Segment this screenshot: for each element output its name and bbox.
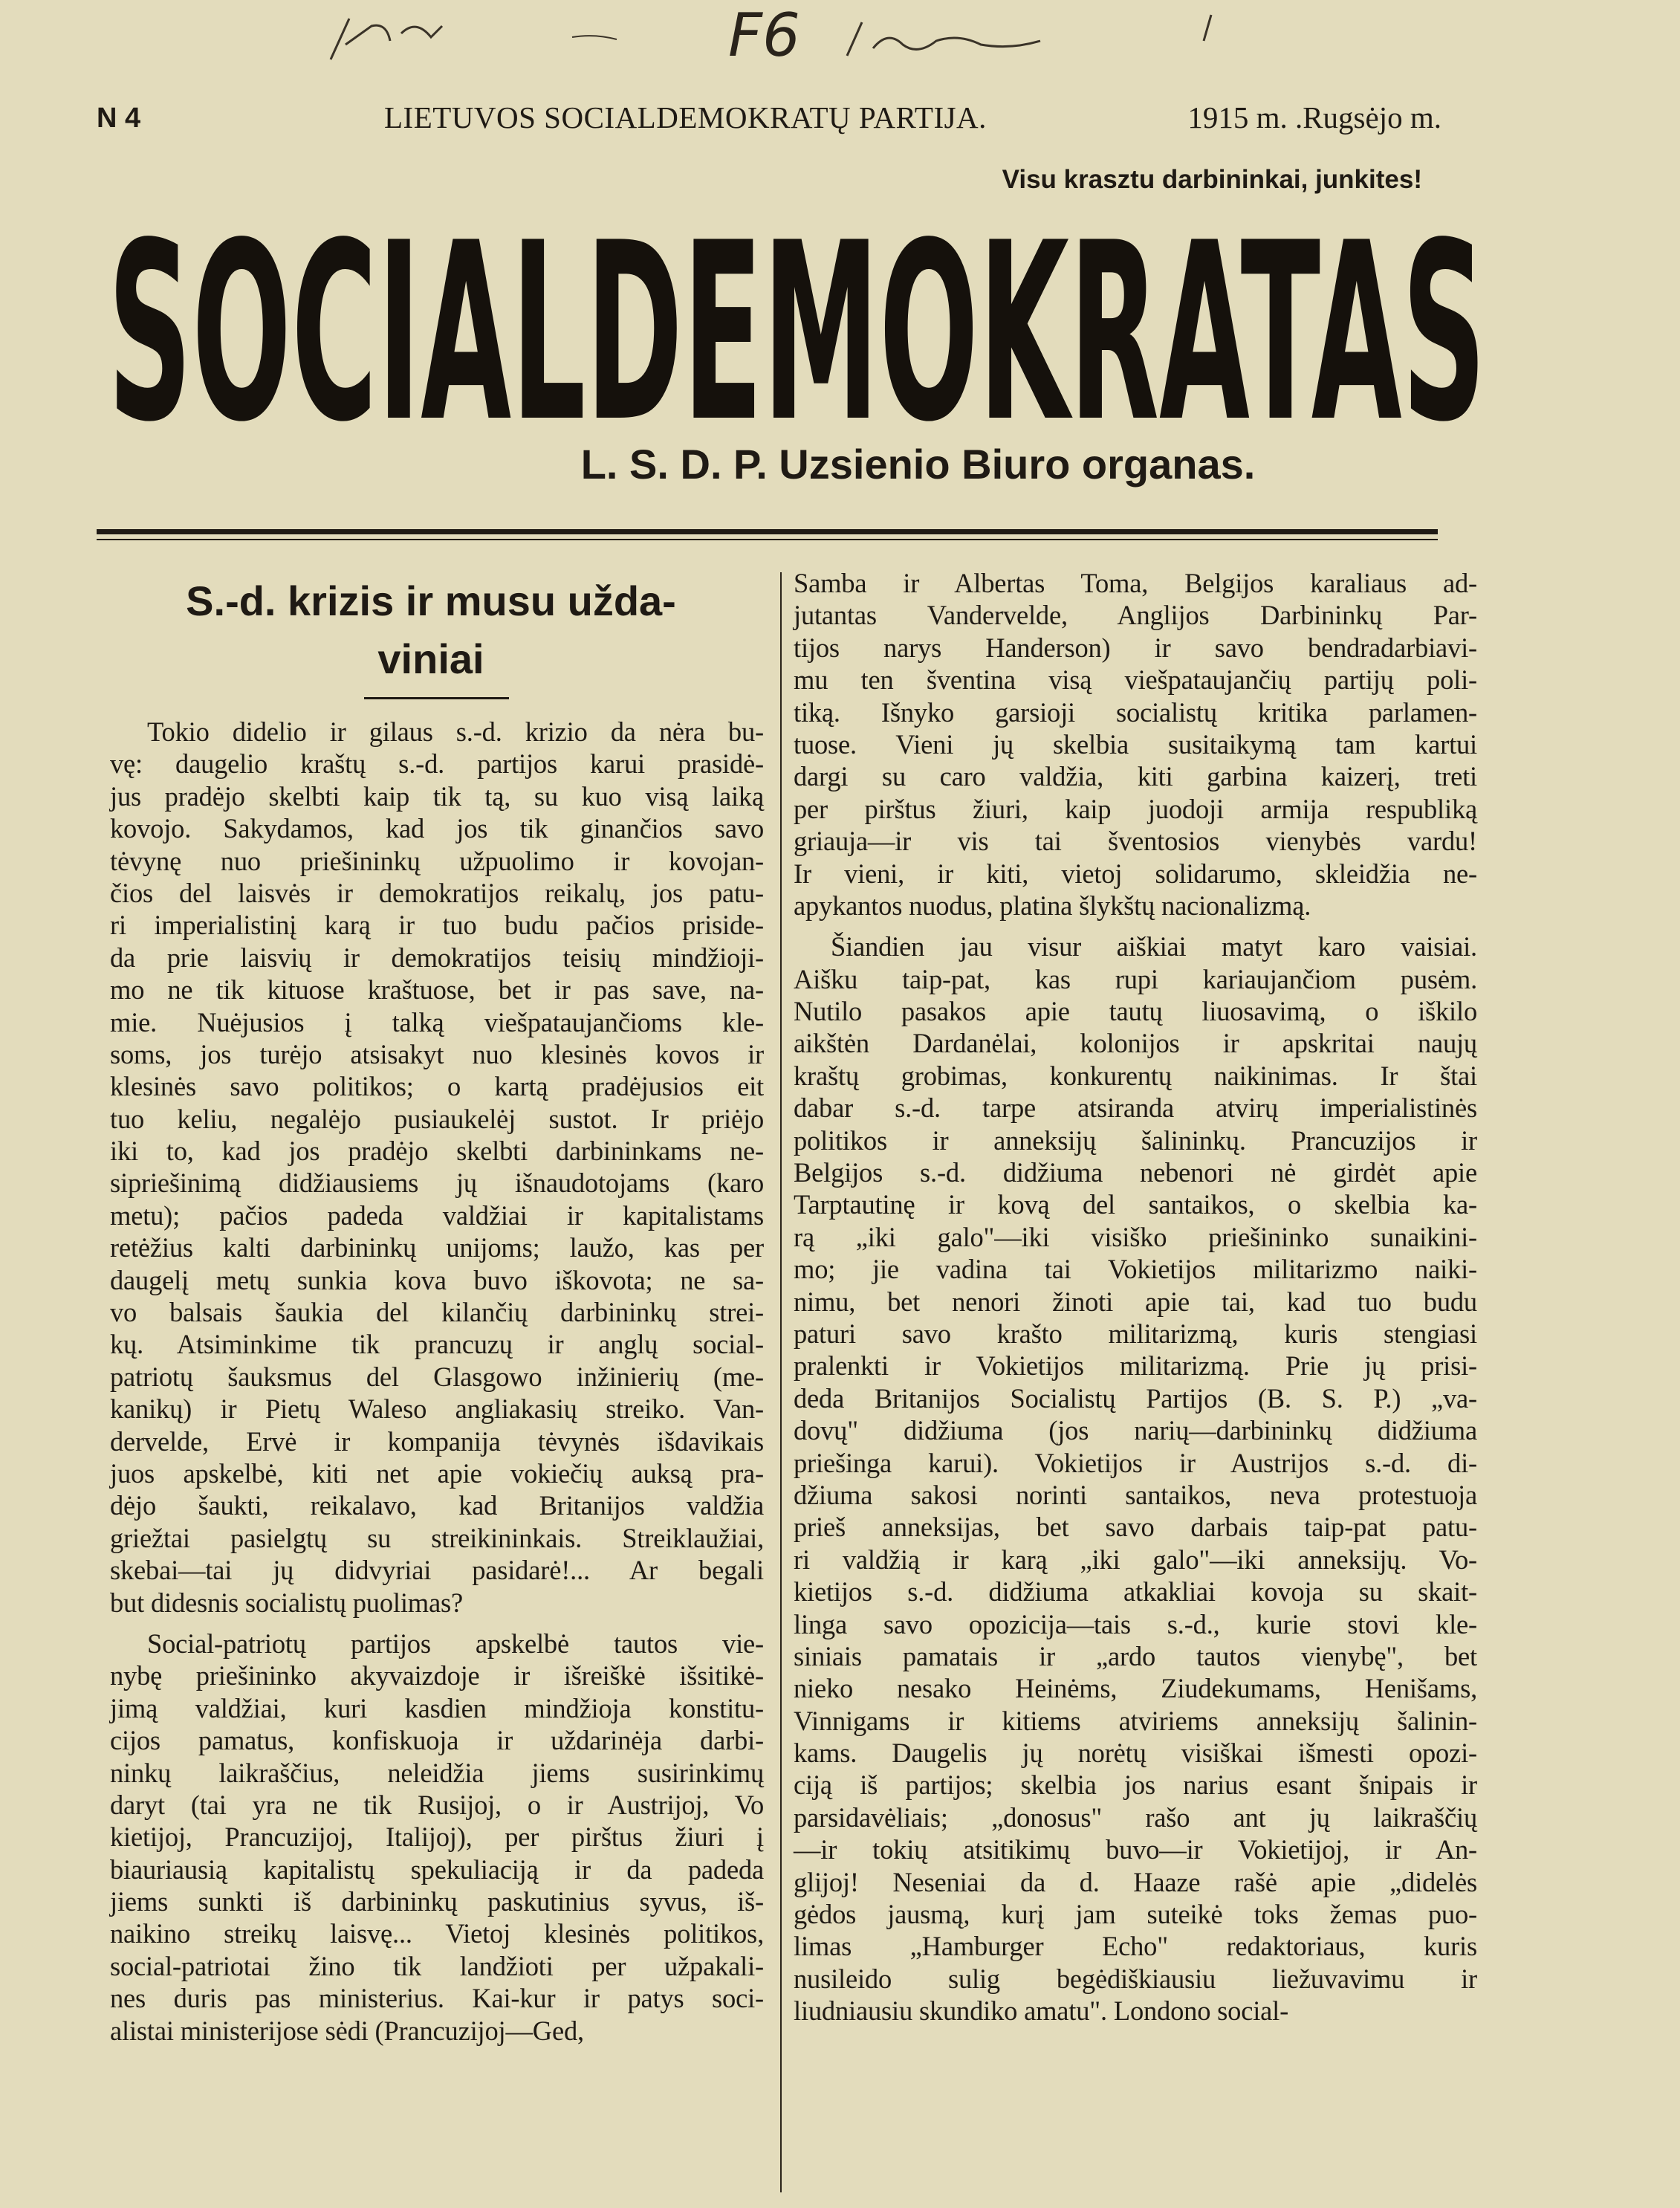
issue-number: N 4 bbox=[97, 103, 141, 134]
text-line: Ir vieni, ir kiti, vietoj solidarumo, skleidžia ne- bbox=[794, 858, 1477, 889]
text-line: Aišku taip-pat, kas rupi kariaujančiom pusėm. bbox=[794, 963, 1477, 994]
text-line: paturi savo krašto militarizmą, kuris stengiasi bbox=[794, 1318, 1477, 1349]
header-rule-thin bbox=[97, 539, 1438, 540]
text-line: gėdos jausmą, kurį jam suteikė toks žemas puo- bbox=[794, 1899, 1477, 1930]
text-line: dovų" didžiuma (jos narių—darbininkų didžiuma bbox=[794, 1415, 1477, 1446]
text-line: deda Britanijos Socialistų Partijos (B. S. P.) „va- bbox=[794, 1382, 1477, 1414]
text-line: glijoj! Neseniai da d. Haaze rašė apie „didelės bbox=[794, 1866, 1477, 1897]
text-line: biauriausią kapitalistų spekuliaciją ir da padeda bbox=[110, 1854, 764, 1885]
text-line: soms, jos turėjo atsisakyt nuo klesinės kovos ir bbox=[110, 1038, 764, 1069]
text-line: griežtai pasielgtų su streikininkais. Streiklaužiai, bbox=[110, 1522, 764, 1553]
text-line: ri valdžią ir karą „iki galo"—iki anneksijų. Vo- bbox=[794, 1544, 1477, 1575]
text-line: Samba ir Albertas Toma, Belgijos karaliaus ad- bbox=[794, 568, 1477, 598]
text-line: kietijoj, Prancuzijoj, Italijoj), per pirštus žiuri į bbox=[110, 1822, 764, 1853]
text-line: cijos pamatus, konfiskuoja ir uždarinėja darbi- bbox=[110, 1725, 764, 1756]
text-line: ri imperialistinį karą ir tuo budu pačios priside- bbox=[110, 910, 764, 941]
text-line: kovojo. Sakydamos, kad jos tik ginančios savo bbox=[110, 813, 764, 844]
text-line: siniais pamatais ir „ardo tautos vienybę", bet bbox=[794, 1640, 1477, 1671]
text-line: ninkų laikraščius, neleidžia jiems susirinkimų bbox=[110, 1757, 764, 1788]
text-line: čios del laisvės ir demokratijos reikalų, jos patu- bbox=[110, 877, 764, 908]
text-line: kraštų grobimas, konkurentų naikinimas. Ir štai bbox=[794, 1060, 1477, 1091]
text-line: nimu, bet nenori žinoti apie tai, kad tuo budu bbox=[794, 1286, 1477, 1317]
header-meta-row bbox=[97, 97, 1441, 141]
article-title bbox=[97, 572, 765, 688]
column-divider bbox=[780, 572, 782, 2192]
text-line: nieko nesako Heinėms, Ziudekumams, Henišams, bbox=[794, 1673, 1477, 1704]
text-line: sipriešinimą didžiausiems jų išnaudotojams (karo bbox=[110, 1168, 764, 1199]
issue-date: 1915 m. .Rugsėjo m. bbox=[1187, 100, 1441, 135]
text-line: but didesnis socialistų puolimas? bbox=[110, 1587, 463, 1618]
paragraph-gap bbox=[794, 922, 1477, 930]
text-line: metu); pačios padeda valdžiai ir kapitalistams bbox=[110, 1199, 764, 1231]
text-line: parsidavėliais; „donosus" rašo ant jų laikraščių bbox=[794, 1801, 1477, 1833]
text-line: jutantas Vandervelde, Anglijos Darbininkų Par- bbox=[794, 600, 1477, 631]
text-line: politikos ir anneksijų šalininkų. Prancuzijos ir bbox=[794, 1124, 1477, 1156]
text-line: dėjo šaukti, reikalavo, kad Britanijos valdžia bbox=[110, 1490, 764, 1521]
article-right-column bbox=[794, 567, 1477, 2027]
text-line: patriotų šauksmus del Glasgowo inžinierių (me- bbox=[110, 1361, 764, 1392]
paragraph-gap bbox=[110, 1619, 764, 1628]
text-line: juos apskelbė, kiti net apie vokiečių auksą pra- bbox=[110, 1457, 764, 1489]
text-line: dervelde, Ervė ir kompanija tėvynės išdavikais bbox=[110, 1425, 764, 1457]
text-line: ciją iš partijos; skelbia jos narius esant šnipais ir bbox=[794, 1770, 1477, 1801]
text-line: kanikų) ir Pietų Waleso angliakasių streiko. Van- bbox=[110, 1393, 764, 1425]
text-line: priešinga karui). Vokietijos ir Austrijos s.-d. di- bbox=[794, 1447, 1477, 1478]
text-line: tėvynę nuo priešininkų užpuolimo ir kovojan- bbox=[110, 845, 764, 876]
masthead-title: SOCIALDEMOKRATAS bbox=[108, 201, 1486, 431]
text-line: linga savo opozicija—tais s.-d., kurie stovi kle- bbox=[794, 1608, 1477, 1639]
text-line: daryt (tai yra ne tik Rusijoj, o ir Austrijoj, Vo bbox=[110, 1789, 764, 1820]
organ-line: L. S. D. P. Uzsienio Biuro organas. bbox=[580, 441, 1256, 488]
article-left-column bbox=[110, 716, 764, 2047]
text-line: nusileido sulig begėdiškiausiu liežuvavimu ir bbox=[794, 1963, 1477, 1994]
text-line: aikštėn Dardanėlai, kolonijos ir apskritai naujų bbox=[794, 1028, 1477, 1059]
text-line: da prie laisvių ir demokratijos teisių mindžioji- bbox=[110, 942, 764, 973]
text-line: kams. Daugelis jų norėtų visiškai išmesti opozi- bbox=[794, 1738, 1477, 1769]
text-line: Tarptautinę ir kovą del santaikos, o skelbia ka- bbox=[794, 1189, 1477, 1220]
text-line: rą „iki galo"—iki visiško priešininko sunaikini- bbox=[794, 1221, 1477, 1252]
text-line: naikino streikų laisvę... Vietoj klesinės politikos, bbox=[110, 1918, 764, 1949]
text-line: vę: daugelio kraštų s.-d. partijos karui prasidė- bbox=[110, 748, 764, 780]
text-line: kų. Atsiminkime tik prancuzų ir anglų social- bbox=[110, 1329, 764, 1360]
text-line: Social-patriotų partijos apskelbė tautos vie- bbox=[147, 1628, 764, 1659]
text-line: retėžius kalti darbininkų unijoms; laužo, kas per bbox=[110, 1232, 764, 1263]
text-line: social-patriotai žino tik landžioti per užpakali- bbox=[110, 1950, 764, 1981]
article-title-line-2: viniai bbox=[377, 635, 484, 682]
text-line: iki to, kad jos pradėjo skelbti darbininkams ne- bbox=[110, 1136, 764, 1167]
party-name: LIETUVOS SOCIALDEMOKRATŲ PARTIJA. bbox=[384, 100, 987, 135]
text-line: jus pradėjo skelbti kaip tik tą, su kuo visą laiką bbox=[110, 780, 764, 812]
text-line: prieš anneksijas, bet savo darbais taip-pat patu- bbox=[794, 1512, 1477, 1543]
text-line: mo ne tik kituose kraštuose, bet ir pas save, na- bbox=[110, 974, 764, 1006]
text-line: limas „Hamburger Echo" redaktoriaus, kuris bbox=[794, 1931, 1477, 1962]
text-line: dabar s.-d. tarpe atsiranda atvirų imperialistinės bbox=[794, 1092, 1477, 1124]
text-line: daugelį metų sunkia kova buvo iškovota; ne sa- bbox=[110, 1264, 764, 1295]
text-line: vo balsais šaukia del kilančių darbininkų strei- bbox=[110, 1297, 764, 1328]
text-line: pralenkti ir Vokietijos militarizmą. Prie jų prisi- bbox=[794, 1350, 1477, 1382]
text-line: tiką. Išnyko garsioji socialistų kritika parlamen- bbox=[794, 696, 1477, 728]
text-line: per pirštus žiuri, kaip juodoji armija respubliką bbox=[794, 793, 1477, 824]
header-rule-thick bbox=[97, 529, 1438, 534]
text-line: griauja—ir vis tai šventosios vienybės vardu! bbox=[794, 826, 1477, 857]
text-line: nes duris pas ministerius. Kai-kur ir patys soci- bbox=[110, 1983, 764, 2014]
text-line: Tokio didelio ir gilaus s.-d. krizio da nėra bu- bbox=[147, 716, 764, 747]
text-line: nybę priešininko akyvaizdoje ir išreiškė išsitikė- bbox=[110, 1660, 764, 1691]
text-line: tuose. Vieni jų skelbia susitaikymą tam kartui bbox=[794, 728, 1477, 760]
text-line: alistai ministerijose sėdi (Prancuzijoj—Ged, bbox=[110, 2015, 584, 2046]
text-line: Šiandien jau visur aiškiai matyt karo vaisiai. bbox=[831, 931, 1477, 962]
text-line: skebai—tai jų didvyriai pasidarė!... Ar begali bbox=[110, 1555, 764, 1586]
text-line: džiuma sakosi norinti santaikos, neva protestuoja bbox=[794, 1479, 1477, 1510]
text-line: —ir tokių atsitikimų buvo—ir Vokietijoj, ir An- bbox=[794, 1834, 1477, 1865]
text-line: kietijos s.-d. didžiuma atkakliai kovoja su skait- bbox=[794, 1576, 1477, 1608]
text-line: jimą valdžiai, kuri kasdien mindžioja konstitu- bbox=[110, 1692, 764, 1723]
text-line: mo; jie vadina tai Vokietijos militarizmo naiki- bbox=[794, 1254, 1477, 1285]
text-line: jiems sunkti iš darbininkų paskutinius syvus, iš- bbox=[110, 1886, 764, 1917]
masthead bbox=[108, 201, 1486, 431]
text-line: dargi su caro valdžia, kiti garbina kaizerį, treti bbox=[794, 761, 1477, 792]
text-line: apykantos nuodus, platina šlykštų nacionalizmą. bbox=[794, 890, 1311, 921]
handwritten-annotations bbox=[0, 4, 1680, 85]
text-line: mu ten šventina visą viešpataujančių partijų poli- bbox=[794, 664, 1477, 696]
text-line: liudniausiu skundiko amatu". Londono social- bbox=[794, 1995, 1289, 2027]
article-title-line-1: S.-d. krizis ir musu užda- bbox=[186, 577, 676, 624]
text-line: tijos narys Handerson) ir savo bendradarbiavi- bbox=[794, 632, 1477, 663]
text-line: tuo keliu, negalėjo pusiaukelėj sustot. Ir priėjo bbox=[110, 1103, 764, 1134]
text-line: Nutilo pasakos apie tautų liuosavimą, o iškilo bbox=[794, 996, 1477, 1027]
text-line: klesinės savo politikos; o kartą pradėjusios eit bbox=[110, 1071, 764, 1102]
handwritten-number: F6 bbox=[728, 4, 800, 70]
text-line: mie. Nuėjusios į talką viešpataujančioms kle- bbox=[110, 1006, 764, 1037]
text-line: Vinnigams ir kitiems atviriems anneksijų šalinin- bbox=[794, 1705, 1477, 1736]
text-line: Belgijos s.-d. didžiuma nebenori nė girdėt apie bbox=[794, 1157, 1477, 1188]
title-rule bbox=[364, 697, 509, 699]
slogan: Visu krasztu darbininkai, junkites! bbox=[1002, 165, 1422, 194]
